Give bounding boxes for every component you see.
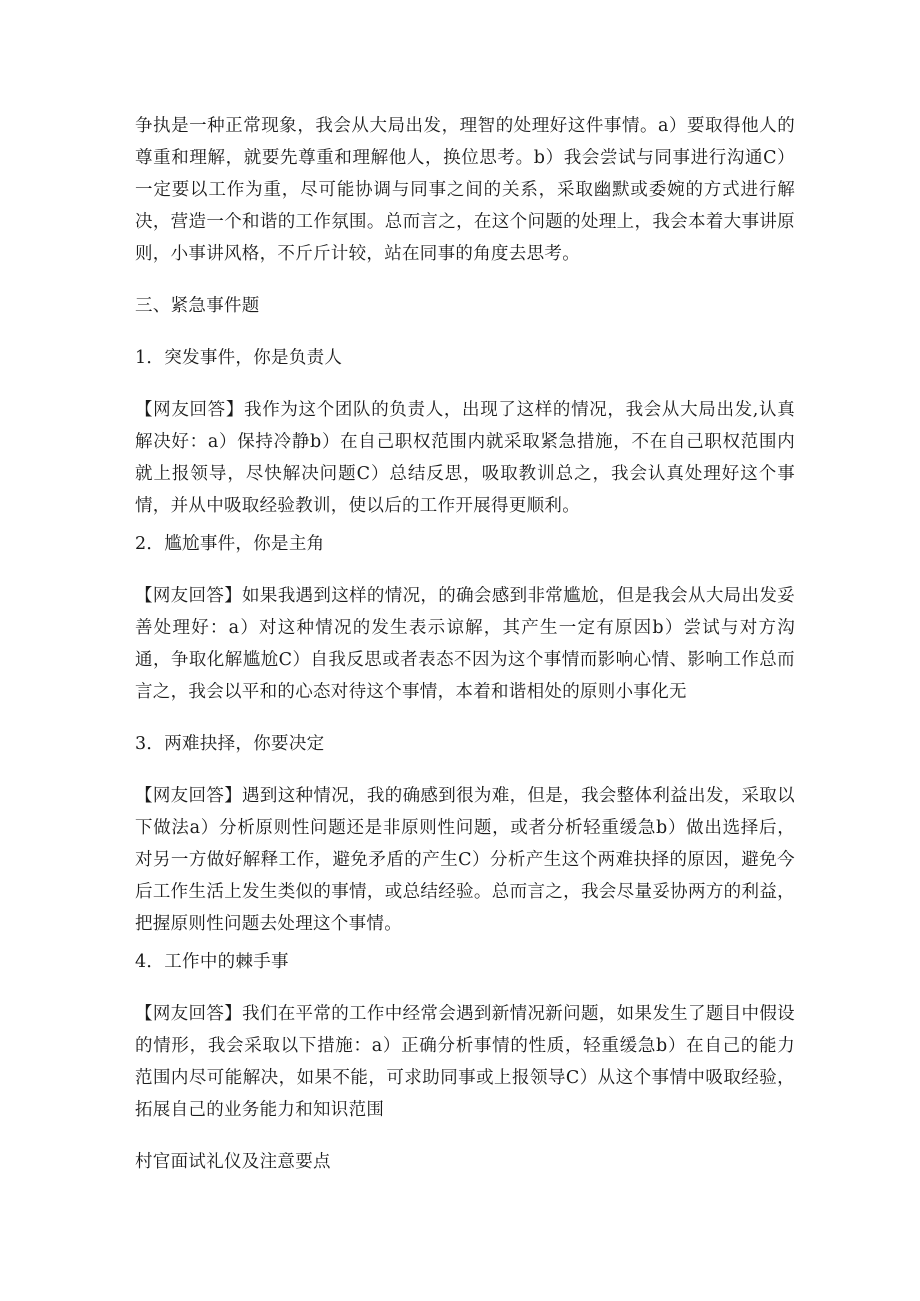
- question-heading-awkward-event: 2．尴尬事件，你是主角: [135, 534, 325, 554]
- paragraph-conflict-handling: 争执是一种正常现象，我会从大局出发，理智的处理好这件事情。a）要取得他人的尊重和理解，就要先尊重和理解他人，换位思考。b）我会尝试与同事进行沟通C）一定要以工作为重，尽可能协调与同事之间的关系，采取幽默或委婉的方式进行解决，营造一个和谐的工作氛围。总而言之，在这个问题的处理上，我会本着大事讲原则，小事讲风格，不斤斤计较，站在同事的角度去思考。: [135, 116, 795, 264]
- answer-dilemma: 【网友回答】遇到这种情况，我的确感到很为难，但是，我会整体利益出发，采取以下做法a）分析原则性问题还是非原则性问题，或者分析轻重缓急b）做出选择后，对另一方做好解释工作，避免矛盾的产生C）分析产生这个两难抉择的原因，避免今后工作生活上发生类似的事情，或总结经验。总而言之，我会尽量妥协两方的利益，把握原则性问题去处理这个事情。: [135, 786, 795, 934]
- section-heading-interview-etiquette: 村官面试礼仪及注意要点: [135, 1152, 331, 1172]
- answer-tricky-work: 【网友回答】我们在平常的工作中经常会遇到新情况新问题，如果发生了题目中假设的情形，我会采取以下措施：a）正确分析事情的性质，轻重缓急b）在自己的能力范围内尽可能解决，如果不能，可求助同事或上报领导C）从这个事情中吸取经验，拓展自己的业务能力和知识范围: [135, 1004, 795, 1120]
- question-heading-tricky-work: 4．工作中的棘手事: [135, 952, 289, 972]
- document-body: [135, 110, 795, 1178]
- section-heading-emergency-events: 三、紧急事件题: [135, 296, 260, 316]
- answer-awkward-event: 【网友回答】如果我遇到这样的情况，的确会感到非常尴尬，但是我会从大局出发妥善处理好：a）对这种情况的发生表示谅解，其产生一定有原因b）尝试与对方沟通，争取化解尴尬C）自我反思或者表态不因为这个事情而影响心情、影响工作总而言之，我会以平和的心态对待这个事情，本着和谐相处的原则小事化无: [135, 586, 795, 702]
- question-heading-sudden-event: 1．突发事件，你是负责人: [135, 348, 343, 368]
- answer-sudden-event: 【网友回答】我作为这个团队的负责人，出现了这样的情况，我会从大局出发,认真解决好：a）保持冷静b）在自己职权范围内就采取紧急措施，不在自己职权范围内就上报领导，尽快解决问题C）总结反思，吸取教训总之，我会认真处理好这个事情，并从中吸取经验教训，使以后的工作开展得更顺利。: [135, 400, 795, 516]
- question-heading-dilemma: 3．两难抉择，你要决定: [135, 734, 325, 754]
